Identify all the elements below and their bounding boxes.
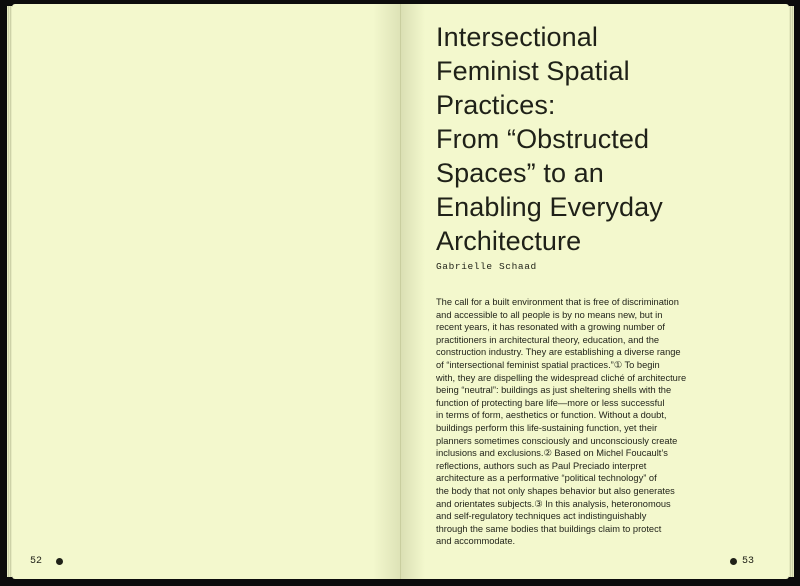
body-line: function of protecting bare life—more or less successful: [436, 397, 665, 408]
title-line: From “Obstructed: [436, 124, 650, 154]
title-line: Feminist Spatial: [436, 56, 630, 86]
body-line: construction industry. They are establishing a diverse range: [436, 347, 681, 358]
chapter-title: [436, 20, 776, 258]
body-line: inclusions and exclusions.② Based on Michel Foucault’s: [436, 448, 668, 459]
body-line: of “intersectional feminist spatial practices.”① To begin: [436, 359, 660, 370]
body-line: and accommodate.: [436, 536, 516, 547]
right-page: [401, 4, 789, 579]
body-line: buildings perform this life-sustaining function, yet their: [436, 422, 658, 433]
body-line: architecture as a performative “political technology” of: [436, 473, 657, 484]
title-line: Architecture: [436, 226, 582, 256]
page-number-left: 52: [30, 556, 43, 567]
body-line: the body that not only shapes behavior but also generates: [436, 485, 675, 496]
body-line: and orientates subjects.③ In this analysis, heteronomous: [436, 498, 671, 509]
body-line: reflections, authors such as Paul Preciado interpret: [436, 460, 647, 471]
body-line: with, they are dispelling the widespread cliché of architecture: [436, 372, 687, 383]
body-line: recent years, it has resonated with a growing number of: [436, 322, 665, 333]
body-line: planners sometimes consciously and unconsciously create: [436, 435, 678, 446]
body-line: being “neutral”: buildings as just sheltering shells with the: [436, 385, 672, 396]
title-line: Practices:: [436, 90, 556, 120]
title-line: Spaces” to an: [436, 158, 604, 188]
title-line: Enabling Everyday: [436, 192, 663, 222]
body-line: in terms of form, aesthetics or function. Without a doubt,: [436, 410, 667, 421]
title-line: Intersectional: [436, 22, 598, 52]
folio-bullet-right: [730, 558, 737, 565]
body-line: and accessible to all people is by no means new, but in: [436, 309, 663, 320]
body-line: through the same bodies that buildings claim to protect: [436, 523, 662, 534]
body-line: and self-regulatory techniques act indistinguishably: [436, 511, 647, 522]
left-page: [12, 4, 401, 579]
body-paragraph: [436, 296, 736, 548]
body-line: practitioners in architectural theory, education, and the: [436, 334, 660, 345]
page-number-right: 53: [742, 556, 755, 567]
body-line: The call for a built environment that is free of discrimination: [436, 297, 679, 307]
folio-bullet-left: [56, 558, 63, 565]
author-name: Gabrielle Schaad: [436, 261, 537, 272]
